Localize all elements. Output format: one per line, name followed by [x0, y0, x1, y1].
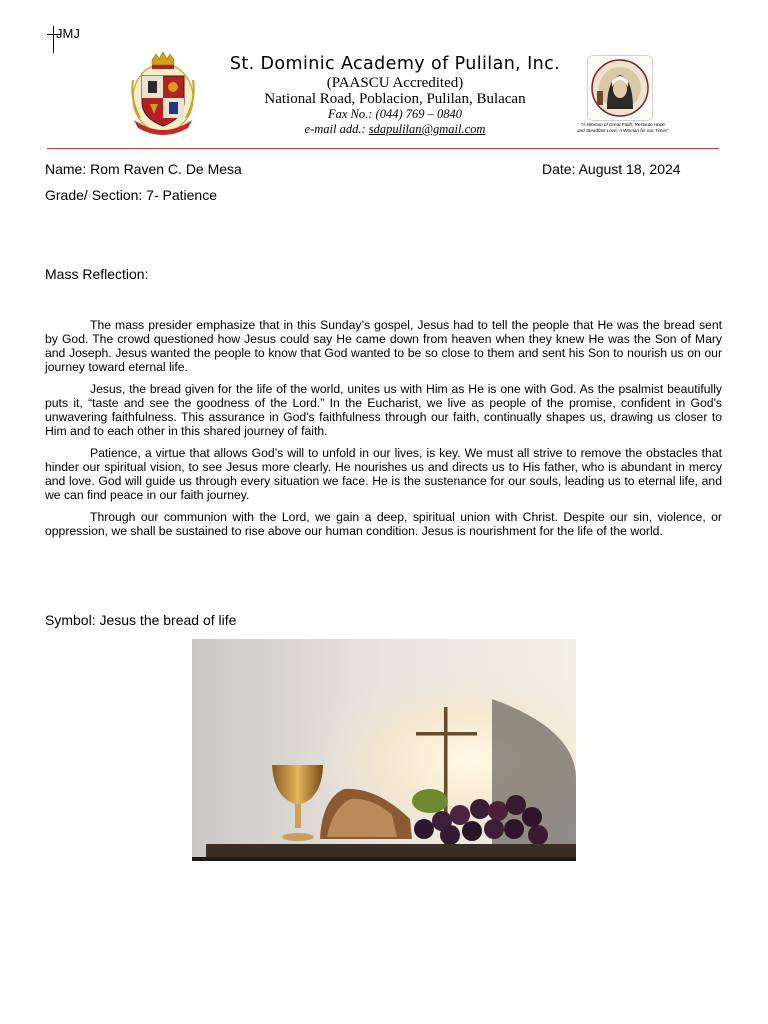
student-name: Name: Rom Raven C. De Mesa: [45, 161, 242, 177]
portrait-emblem: [587, 55, 653, 121]
grade-section: Grade/ Section: 7- Patience: [45, 187, 217, 203]
bread-of-life-photo: [192, 639, 576, 861]
email-line: [205, 122, 585, 137]
school-name: St. Dominic Academy of Pulilan, Inc.: [229, 54, 561, 74]
fax-line: [205, 107, 585, 122]
reflection-body: [45, 318, 722, 546]
header-divider: [47, 148, 719, 149]
jmj-text: JMJ: [56, 26, 80, 41]
date: Date: August 18, 2024: [542, 161, 681, 177]
reflection-paragraph: Through our communion with the Lord, we gain a deep, spiritual union with Christ. Despite our sin, violence, or oppression, we shall be sustained to rise above our human condition. Jesus is nourishment for the life of the world.: [45, 510, 722, 538]
reflection-heading: Mass Reflection:: [45, 266, 149, 282]
reflection-paragraph: Jesus, the bread given for the life of the world, unites us with Him as He is one with God. As the psalmist beautifully puts it, “taste and see the goodness of the Lord.” In the Eucharist, we live as people of the promise, confident in God's unwavering faithfulness. This assurance in God's faithfulness through our faith, continually shapes us, drawing us closer to Him and to each other in this shared journey of faith.: [45, 382, 722, 438]
reflection-paragraph: The mass presider emphasize that in this Sunday’s gospel, Jesus had to tell the people that He was the bread sent by God. The crowd questioned how Jesus could say He came down from heaven when they knew He was the Son of Mary and Joseph. Jesus wanted the people to know that God wanted to be so close to them and sent his Son to nourish us on our journey toward eternal life.: [45, 318, 722, 374]
school-header: [205, 53, 585, 137]
fax-label: Fax No.:: [327, 107, 376, 121]
email-link[interactable]: sdapulilan@gmail.com: [368, 122, 486, 136]
school-address: National Road, Poblacion, Pulilan, Bulacan: [264, 91, 526, 107]
fax-number: (044) 769 – 0840: [375, 107, 462, 121]
school-crest-logo: [128, 50, 198, 138]
motto-line-1: "A Woman of Great Faith, Resolute Hope: [581, 122, 665, 127]
motto-line-2: and Steadfast Love; A Woman for our Times": [577, 127, 669, 133]
jmj-mark: [45, 24, 85, 54]
email-label: e-mail add.:: [304, 122, 369, 136]
accreditation: (PAASCU Accredited): [326, 75, 464, 91]
cross-vertical: [53, 26, 54, 53]
symbol-heading: Symbol: Jesus the bread of life: [45, 612, 237, 628]
reflection-paragraph: Patience, a virtue that allows God’s will to unfold in our lives, is key. We must all strive to remove the obstacles that hinder our spiritual vision, to see Jesus more clearly. He nourishes us and directs us to His father, who is abundant in mercy and love. God will guide us through every situation we face. He is the sustenance for our souls, leading us to eternal life, and we can find peace in our faith journey.: [45, 446, 722, 502]
motto: [570, 122, 676, 133]
